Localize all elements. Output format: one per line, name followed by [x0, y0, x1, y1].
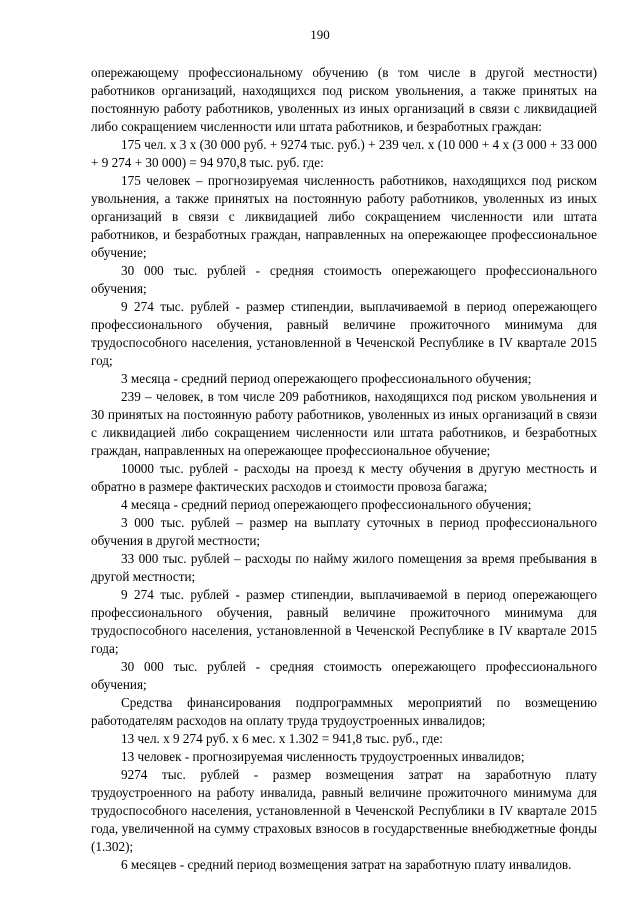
- paragraph: 239 – человек, в том числе 209 работников, находящихся под риском увольнения и 30 принятых на постоянную работу работников, уволенных из иных организаций в связи с ликвидацией либо сокращением численности или штата работников, и безработных граждан, направленных на опережающее профессиональное обучение;: [91, 389, 597, 458]
- paragraph: 6 месяцев - средний период возмещения затрат на заработную плату инвалидов.: [121, 857, 572, 872]
- paragraph: Средства финансирования подпрограммных мероприятий по возмещению работодателям расходов на оплату труда трудоустроенных инвалидов;: [91, 695, 597, 728]
- paragraph: 30 000 тыс. рублей - средняя стоимость опережающего профессионального обучения;: [91, 263, 597, 296]
- paragraph: опережающему профессиональному обучению (в том числе в другой местности) работников организаций, находящихся под риском увольнения, а также принятых на постоянную работу работников, уволенных из иных организаций в связи с ликвидацией либо сокращением численности или штата работников, и безработных граждан:: [91, 65, 597, 134]
- paragraph: 9 274 тыс. рублей - размер стипендии, выплачиваемой в период опережающего профессионального обучения, равный величине прожиточного минимума для трудоспособного населения, установленной в Чеченской Республике в IV квартале 2015 год;: [91, 299, 597, 368]
- document-body: [91, 64, 597, 874]
- page-number: 190: [310, 27, 330, 42]
- paragraph: 10000 тыс. рублей - расходы на проезд к месту обучения в другую местность и обратно в размере фактических расходов и стоимости провоза багажа;: [91, 461, 597, 494]
- paragraph: 13 человек - прогнозируемая численность трудоустроенных инвалидов;: [121, 749, 525, 764]
- paragraph: 9 274 тыс. рублей - размер стипендии, выплачиваемой в период опережающего профессионального обучения, равный величине прожиточного минимума для трудоспособного населения, установленной в Чеченской Республике в IV квартале 2015 года;: [91, 587, 597, 656]
- paragraph: 30 000 тыс. рублей - средняя стоимость опережающего профессионального обучения;: [91, 659, 597, 692]
- paragraph: 175 человек – прогнозируемая численность работников, находящихся под риском увольнения, а также принятых на постоянную работу работников, уволенных из иных организаций в связи с ликвидацией либо сокращением численности или штата работников, и безработных граждан, направленных на опережающее профессиональное обучение;: [91, 173, 597, 260]
- paragraph: 3 000 тыс. рублей – размер на выплату суточных в период профессионального обучения в другой местности;: [91, 515, 597, 548]
- paragraph: 175 чел. х 3 х (30 000 руб. + 9274 тыс. руб.) + 239 чел. х (10 000 + 4 х (3 000 + 33 000 + 9 274 + 30 000) = 94 970,8 тыс. руб. где:: [91, 137, 597, 170]
- paragraph: 9274 тыс. рублей - размер возмещения затрат на заработную плату трудоустроенного на работу инвалида, равный величине прожиточного минимума для трудоспособного населения, установленной в Чеченской Республики в IV квартале 2015 года, увеличенной на сумму страховых взносов в государственные внебюджетные фонды (1.302);: [91, 767, 597, 854]
- paragraph: 13 чел. х 9 274 руб. х 6 мес. х 1.302 = 941,8 тыс. руб., где:: [121, 731, 443, 746]
- paragraph: 3 месяца - средний период опережающего профессионального обучения;: [121, 371, 532, 386]
- paragraph: 4 месяца - средний период опережающего профессионального обучения;: [121, 497, 532, 512]
- paragraph: 33 000 тыс. рублей – расходы по найму жилого помещения за время пребывания в другой местности;: [91, 551, 597, 584]
